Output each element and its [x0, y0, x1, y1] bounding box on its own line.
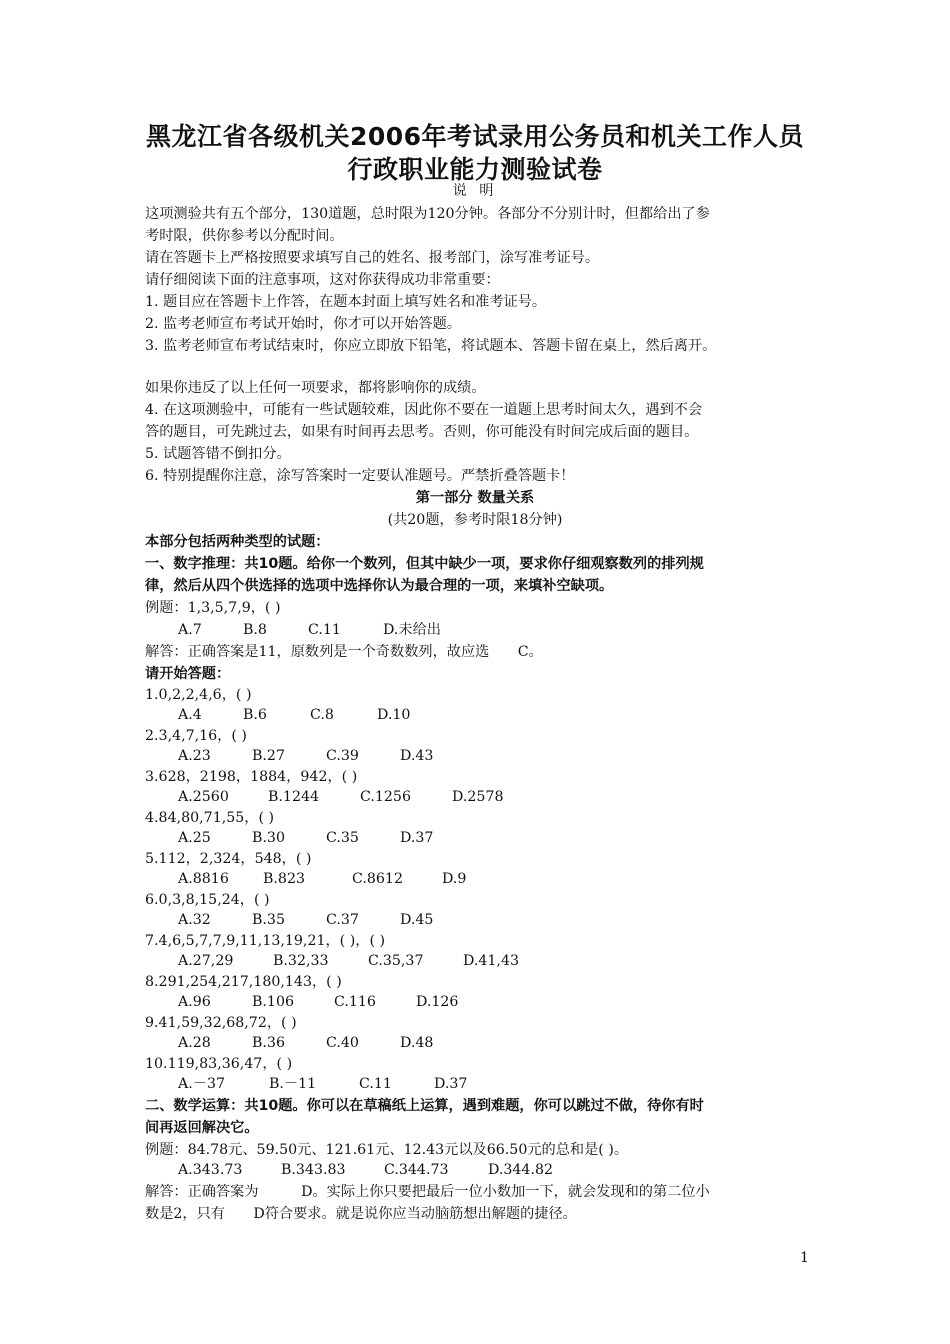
question: 1.0,2,2,4,6，( ): [145, 687, 252, 703]
option: A.23: [178, 748, 211, 764]
part1-description: 本部分包括两种类型的试题：: [145, 534, 330, 550]
example2-options: [178, 1160, 553, 1180]
question-options: [178, 869, 466, 889]
option: A.28: [178, 1035, 211, 1051]
question: 3.628，2198，1884，942，( ): [145, 769, 358, 785]
option: D.37: [434, 1076, 468, 1092]
intro-line: 5. 试题答错不倒扣分。: [145, 446, 291, 462]
option: B.27: [252, 748, 285, 764]
option: A.2560: [178, 789, 229, 805]
option: A.32: [178, 912, 211, 928]
option: C.344.73: [384, 1162, 449, 1178]
option: B.32,33: [273, 953, 329, 969]
option: D.43: [400, 748, 434, 764]
option: D.48: [400, 1035, 434, 1051]
page-number: 1: [800, 1250, 809, 1266]
option: C.8612: [352, 871, 403, 887]
question: 7.4,6,5,7,7,9,11,13,19,21，( )，( ): [145, 933, 386, 949]
question: 5.112，2,324，548，( ): [145, 851, 312, 867]
intro-line: 3. 监考老师宣布考试结束时，你应立即放下铅笔，将试题本、答题卡留在桌上，然后离开。: [145, 338, 717, 354]
option: B.106: [252, 994, 295, 1010]
question-options: [178, 746, 433, 766]
intro-line: 4. 在这项测验中，可能有一些试题较难，因此你不要在一道题上思考时间太久，遇到不会: [145, 402, 703, 418]
section2-line-2: 间再返回解决它。: [145, 1120, 259, 1136]
question-options: [178, 1033, 433, 1053]
question: 9.41,59,32,68,72，( ): [145, 1015, 297, 1031]
question: 8.291,254,217,180,143，( ): [145, 974, 342, 990]
option: C.35: [326, 830, 359, 846]
question-options: [178, 910, 433, 930]
option: A.343.73: [178, 1162, 243, 1178]
question: 6.0,3,8,15,24，( ): [145, 892, 270, 908]
example1: 例题：1,3,5,7,9，( ): [145, 600, 281, 616]
intro-line: 这项测验共有五个部分，130道题，总时限为120分钟。各部分不分别计时，但都给出了参: [145, 206, 710, 222]
question-options: [178, 1074, 467, 1094]
part1-title: 第一部分 数量关系: [415, 490, 535, 506]
option: C.11: [359, 1076, 392, 1092]
question-options: [178, 828, 433, 848]
option: B.30: [252, 830, 285, 846]
option: B.－11: [269, 1076, 317, 1092]
option: B.36: [252, 1035, 285, 1051]
option: A.4: [178, 707, 202, 723]
part1-subtitle: (共20题，参考时限18分钟): [387, 512, 563, 528]
question-options: [178, 705, 410, 725]
section2-line-1: 二、数学运算：共10题。你可以在草稿纸上运算，遇到难题，你可以跳过不做，待你有时: [145, 1098, 704, 1114]
question-options: [178, 992, 458, 1012]
option: A.27,29: [178, 953, 234, 969]
question-options: [178, 787, 504, 807]
title-line-2: 行政职业能力测验试卷: [347, 155, 603, 184]
option: D.41,43: [463, 953, 519, 969]
option: B.1244: [268, 789, 320, 805]
option: C.40: [326, 1035, 359, 1051]
option: A.8816: [178, 871, 229, 887]
example2: 例题：84.78元、59.50元、121.61元、12.43元以及66.50元的总和是( )。: [145, 1142, 629, 1158]
question: 4.84,80,71,55，( ): [145, 810, 275, 826]
intro-line: 答的题目，可先跳过去，如果有时间再去思考。否则，你可能没有时间完成后面的题目。: [145, 424, 699, 440]
option: A.96: [178, 994, 211, 1010]
option: D.37: [400, 830, 434, 846]
option: B.35: [252, 912, 285, 928]
option: A.－37: [178, 1076, 225, 1092]
title-line-1: 黑龙江省各级机关2006年考试录用公务员和机关工作人员: [145, 122, 805, 151]
option: D.45: [400, 912, 434, 928]
intro-line: 2. 监考老师宣布考试开始时，你才可以开始答题。: [145, 316, 461, 332]
intro-line: 请在答题卡上严格按照要求填写自己的姓名、报考部门，涂写准考证号。: [145, 250, 600, 266]
option: D.344.82: [488, 1162, 554, 1178]
option: C.37: [326, 912, 359, 928]
example2-answer-line-1: 解答：正确答案为 D。实际上你只要把最后一位小数加一下，就会发现和的第二位小: [145, 1184, 710, 1200]
option: C.8: [310, 707, 334, 723]
question-options: [178, 951, 519, 971]
option: B.6: [243, 707, 267, 723]
option: A.7: [178, 622, 202, 638]
example2-answer-line-2: 数是2，只有 D符合要求。就是说你应当动脑筋想出解题的捷径。: [145, 1206, 577, 1222]
intro-line: 考时限，供你参考以分配时间。: [145, 228, 344, 244]
option: C.35,37: [368, 953, 424, 969]
intro-line: 1. 题目应在答题卡上作答，在题本封面上填写姓名和准考证号。: [145, 294, 547, 310]
question: 2.3,4,7,16，( ): [145, 728, 247, 744]
option: B.823: [263, 871, 306, 887]
example1-answer: 解答：正确答案是11，原数列是一个奇数数列，故应选 C。: [145, 644, 543, 660]
question: 10.119,83,36,47，( ): [145, 1056, 293, 1072]
option: C.1256: [360, 789, 411, 805]
option: B.343.83: [281, 1162, 346, 1178]
intro-line: 6. 特别提醒你注意，涂写答案时一定要认准题号。严禁折叠答题卡！: [145, 468, 575, 484]
option: D.9: [442, 871, 467, 887]
option: D.未给出: [383, 622, 441, 638]
option: D.126: [416, 994, 459, 1010]
option: C.11: [308, 622, 341, 638]
option: B.8: [243, 622, 267, 638]
intro-heading: 说 明: [452, 183, 498, 199]
option: D.2578: [452, 789, 504, 805]
section1-line-2: 律，然后从四个供选择的选项中选择你认为最合理的一项，来填补空缺项。: [145, 578, 614, 594]
start-prompt: 请开始答题：: [145, 666, 231, 682]
example1-options: [178, 620, 441, 640]
option: C.116: [334, 994, 376, 1010]
section1-line-1: 一、数字推理：共10题。给你一个数列，但其中缺少一项，要求你仔细观察数列的排列规: [145, 556, 704, 572]
intro-line: 如果你违反了以上任何一项要求，都将影响你的成绩。: [145, 380, 486, 396]
option: D.10: [377, 707, 411, 723]
intro-line: 请仔细阅读下面的注意事项，这对你获得成功非常重要：: [145, 272, 500, 288]
option: A.25: [178, 830, 211, 846]
option: C.39: [326, 748, 359, 764]
